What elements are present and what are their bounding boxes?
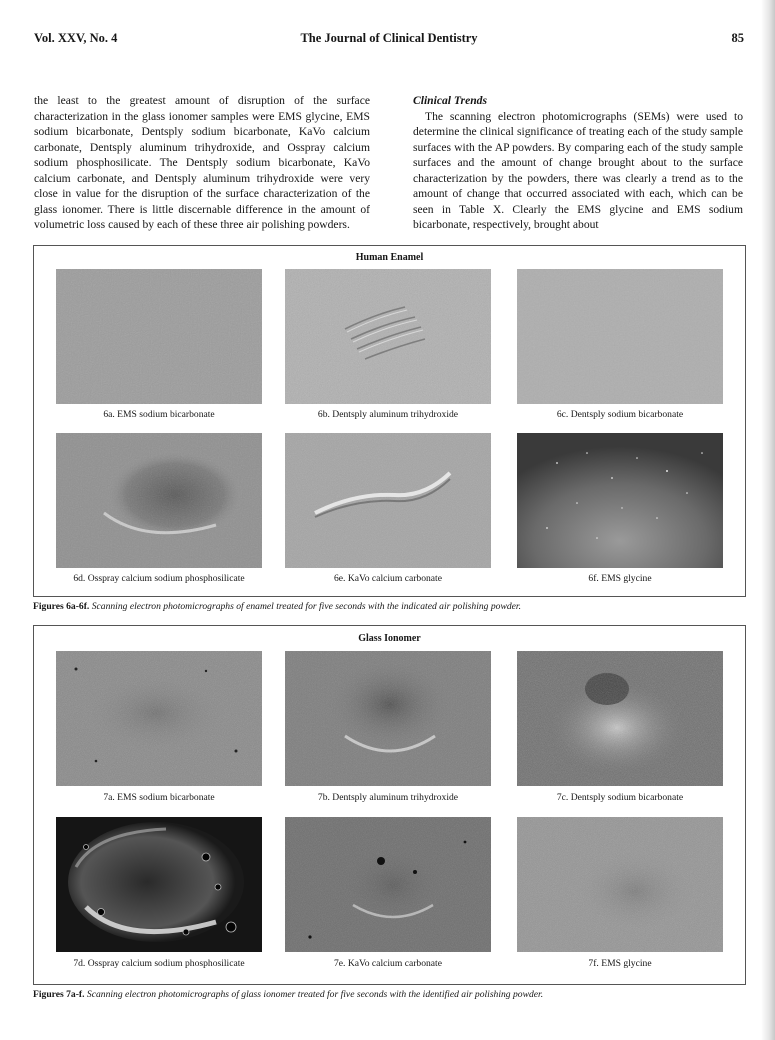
panel-caption-6c: 6c. Dentsply sodium bicarbonate (556, 409, 684, 420)
panel-caption-7a: 7a. EMS sodium bicarbonate (103, 792, 215, 803)
figure-6-caption (33, 601, 521, 612)
sem-photo-7a (56, 651, 262, 786)
page-edge-shadow (761, 0, 775, 1040)
section-heading-clinical-trends: Clinical Trends (413, 94, 487, 107)
sem-photo-7f (517, 817, 723, 952)
body-right-column (413, 93, 743, 233)
panel-caption-6a: 6a. EMS sodium bicarbonate (103, 409, 215, 420)
sem-photo-7e (285, 817, 491, 952)
panel-caption-7b: 7b. Dentsply aluminum trihydroxide (317, 792, 459, 803)
figure-7-caption (33, 989, 543, 1000)
panel-caption-7d: 7d. Osspray calcium sodium phosphosilicate (73, 958, 245, 969)
sem-photo-7b (285, 651, 491, 786)
figure-7-title: Glass Ionomer (358, 633, 421, 644)
sem-photo-6c (517, 269, 723, 404)
body-left-column (34, 93, 370, 233)
figure-6-title: Human Enamel (355, 252, 424, 263)
figure-7-caption-label: Figures 7a-f. (33, 989, 85, 1000)
page-number: 85 (731, 31, 744, 45)
figure-6-caption-text: Scanning electron photomicrographs of enamel treated for five seconds with the indicated air polishing powder. (91, 601, 521, 612)
figure-6-caption-label: Figures 6a-6f. (33, 601, 90, 612)
sem-photo-7c (517, 651, 723, 786)
panel-caption-7f: 7f. EMS glycine (588, 958, 652, 969)
sem-photo-6f (517, 433, 723, 568)
panel-caption-6f: 6f. EMS glycine (588, 573, 652, 584)
left-paragraph: the least to the greatest amount of disruption of the surface characterization in the glass ionomer samples were EMS glycine, EMS sodium bicarbonate, Dentsply sodium bicarbonate, KaVo calcium carbonate, Dentsply aluminum trihydroxide, and Osspray calcium sodium phosphosilicate. The Dentsply sodium bicarbonate, KaVo calcium carbonate, and Dentsply aluminum trihydroxide were very close in value for the disruption of the surface characterization of the glass ionomer. There is little discernable difference in the amount of volumetric loss caused by each of these three air polishing powders. (34, 94, 370, 231)
running-head (34, 31, 744, 51)
panel-caption-7e: 7e. KaVo calcium carbonate (334, 958, 442, 969)
figure-7-glass-ionomer (33, 625, 746, 985)
sem-photo-7d (56, 817, 262, 952)
sem-photo-6d (56, 433, 262, 568)
figure-7-caption-text: Scanning electron photomicrographs of glass ionomer treated for five seconds with the identified air polishing powder. (86, 989, 544, 1000)
panel-caption-7c: 7c. Dentsply sodium bicarbonate (556, 792, 684, 803)
right-paragraph: The scanning electron photomicrographs (SEMs) were used to determine the clinical significance of treating each of the study sample surfaces with the AP powders. By comparing each of the study sample surfaces and the amount of change brought about to the surface characterization by the powders, there was clearly a trend as to the amount of change that occurred associated with each, which can be seen in Table X. Clearly the EMS glycine and EMS sodium bicarbonate, respectively, brought about (413, 109, 743, 231)
panel-caption-6b: 6b. Dentsply aluminum trihydroxide (317, 409, 459, 420)
sem-photo-6b (285, 269, 491, 404)
figure-6-human-enamel (33, 245, 746, 597)
journal-title: The Journal of Clinical Dentistry (300, 31, 478, 45)
panel-caption-6e: 6e. KaVo calcium carbonate (334, 573, 442, 584)
sem-photo-6a (56, 269, 262, 404)
sem-photo-6e (285, 433, 491, 568)
volume-label: Vol. XXV, No. 4 (34, 31, 118, 45)
panel-caption-6d: 6d. Osspray calcium sodium phosphosilicate (73, 573, 245, 584)
